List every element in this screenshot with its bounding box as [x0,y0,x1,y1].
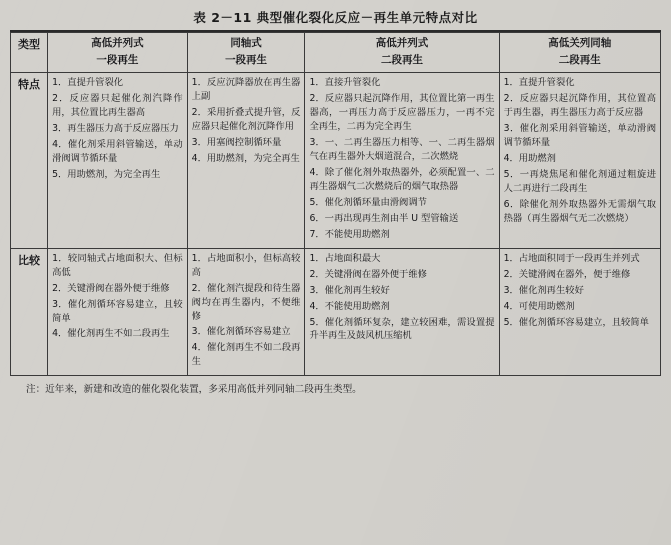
list-item: 2．反应器只起沉降作用，其位置比第一再生器高，一再压力高于反应器压力，一再不完全再生，二再为完全再生 [309,93,495,133]
column-header-3 [499,33,660,73]
list-item: 7．不能使用助燃剂 [309,228,390,240]
list-item: 3．催化剂循环容易建立，且较简单 [52,298,183,324]
list-item: 1．直提升管裂化 [503,77,575,89]
list-item: 5．一再烧焦尾和催化剂通过粗旋进人二再进行二段再生 [503,169,656,194]
column-header-0-sub: 一段再生 [96,54,139,67]
cell-1-0 [48,248,188,376]
list-item: 4．不能使用助燃剂 [309,300,390,312]
list-item: 4．可使用助燃剂 [503,300,575,312]
list-item: 4．催化剂采用斜管输送，单动滑阀调节循环量 [52,139,183,165]
cell-0-2 [305,73,499,248]
list-item: 4．催化剂再生不如二段再生 [52,328,170,340]
column-header-1 [187,33,305,73]
list-item: 2．采用折叠式提升管，反应器只起催化剂沉降作用 [191,107,301,133]
cell-list-0-2 [309,76,494,241]
list-item: 2．反应器只起催化剂汽降作用，其位置比再生器高 [52,93,183,119]
list-item: 1．反应沉降器放在再生器上副 [191,77,301,103]
list-item: 5．催化剂循环复杂，建立较困难，需设置提升半再生及鼓风机压缩机 [309,316,495,342]
column-header-1-main: 同轴式 [230,37,262,49]
list-item: 2．关键滑阀在器外，便于维修 [503,268,631,280]
column-header-3-sub: 二段再生 [558,54,601,67]
list-item: 5．催化剂循环量由滑阀调节 [309,196,427,208]
column-header-0 [48,33,188,73]
list-item: 5．用助燃剂，为完全再生 [52,169,161,181]
list-item: 1．直接升管裂化 [309,77,381,89]
comparison-table [10,32,661,376]
list-item: 4．用助燃剂，为完全再生 [191,153,300,165]
list-item: 1．占地面积小，但标高较高 [191,252,301,278]
list-item: 2．催化剂汽提段和待生器阀均在再生器内，不便维修 [191,282,301,322]
table-row [11,73,661,248]
list-item: 5．催化剂循环容易建立，且较简单 [503,316,649,328]
cell-0-3 [499,73,660,248]
list-item: 6．除催化剂外取热器外无需烟气取热器（再生器烟气无二次燃烧） [503,198,656,224]
column-header-0-main: 高低并列式 [91,37,144,49]
column-header-3-main: 高低关列同轴 [548,37,612,49]
column-header-2-sub: 二段再生 [381,54,424,67]
cell-list-0-3 [504,76,656,225]
cell-list-0-1 [192,76,301,166]
cell-1-1 [187,248,305,376]
cell-0-1 [187,73,305,248]
table-header-row [11,33,661,73]
list-item: 1．占地面积同于一段再生并列式 [503,252,640,264]
column-header-1-sub: 一段再生 [225,54,268,67]
table-row [11,248,661,376]
list-item: 3．催化剂采用斜管输送，单动滑阀调节循环量 [503,123,656,149]
table-title: 表 2－11 典型催化裂化反应－再生单元特点对比 [193,10,478,25]
list-item: 2．反应器只起沉降作用，其位置高于再生器，再生器压力高于反应器 [503,93,656,119]
list-item: 3．催化剂再生较好 [309,284,390,296]
list-item: 3．催化剂循环容易建立 [191,326,291,338]
column-header-2 [305,33,499,73]
cell-list-0-0 [52,76,183,182]
cell-list-1-3 [504,252,656,330]
column-header-2-main: 高低并列式 [375,37,429,49]
list-item: 3．再生器压力高于反应器压力 [52,123,179,135]
cell-list-1-1 [192,252,301,370]
header-corner-label: 类型 [11,33,48,73]
list-item: 4．除了催化剂外取热器外，必须配置一、二再生器烟气二次燃烧后的烟气取热器 [309,167,495,192]
list-item: 6．一再出现再生剂由半 U 型管输送 [309,212,459,224]
list-item: 3．催化剂再生较好 [503,284,584,296]
row-label-0: 特点 [11,73,48,248]
cell-1-3 [499,248,660,376]
list-item: 1．直提升管裂化 [52,77,124,89]
list-item: 1．占地面积最大 [309,252,381,264]
list-item: 4．用助燃剂 [503,153,556,165]
cell-1-2 [305,248,499,376]
list-item: 3．用塞阀控制循环量 [191,137,282,149]
list-item: 2．关键滑阀在器外便于维修 [52,282,170,294]
list-item: 1．较同轴式占地面积大、但标高低 [52,252,183,278]
cell-list-1-2 [309,252,494,344]
cell-list-1-0 [52,252,183,342]
cell-0-0 [48,73,188,248]
table-note: 注：近年来，新建和改造的催化裂化装置，多采用高低并列同轴二段再生类型。 [26,384,362,396]
list-item: 4．催化剂再生不如二段再生 [191,342,301,368]
row-label-1: 比较 [11,248,48,376]
list-item: 3．一、二再生器压力相等、一、二再生器烟气在再生器外大烟道混合，二次燃烧 [309,137,495,163]
list-item: 2．关键滑阀在器外便于维修 [309,268,427,280]
